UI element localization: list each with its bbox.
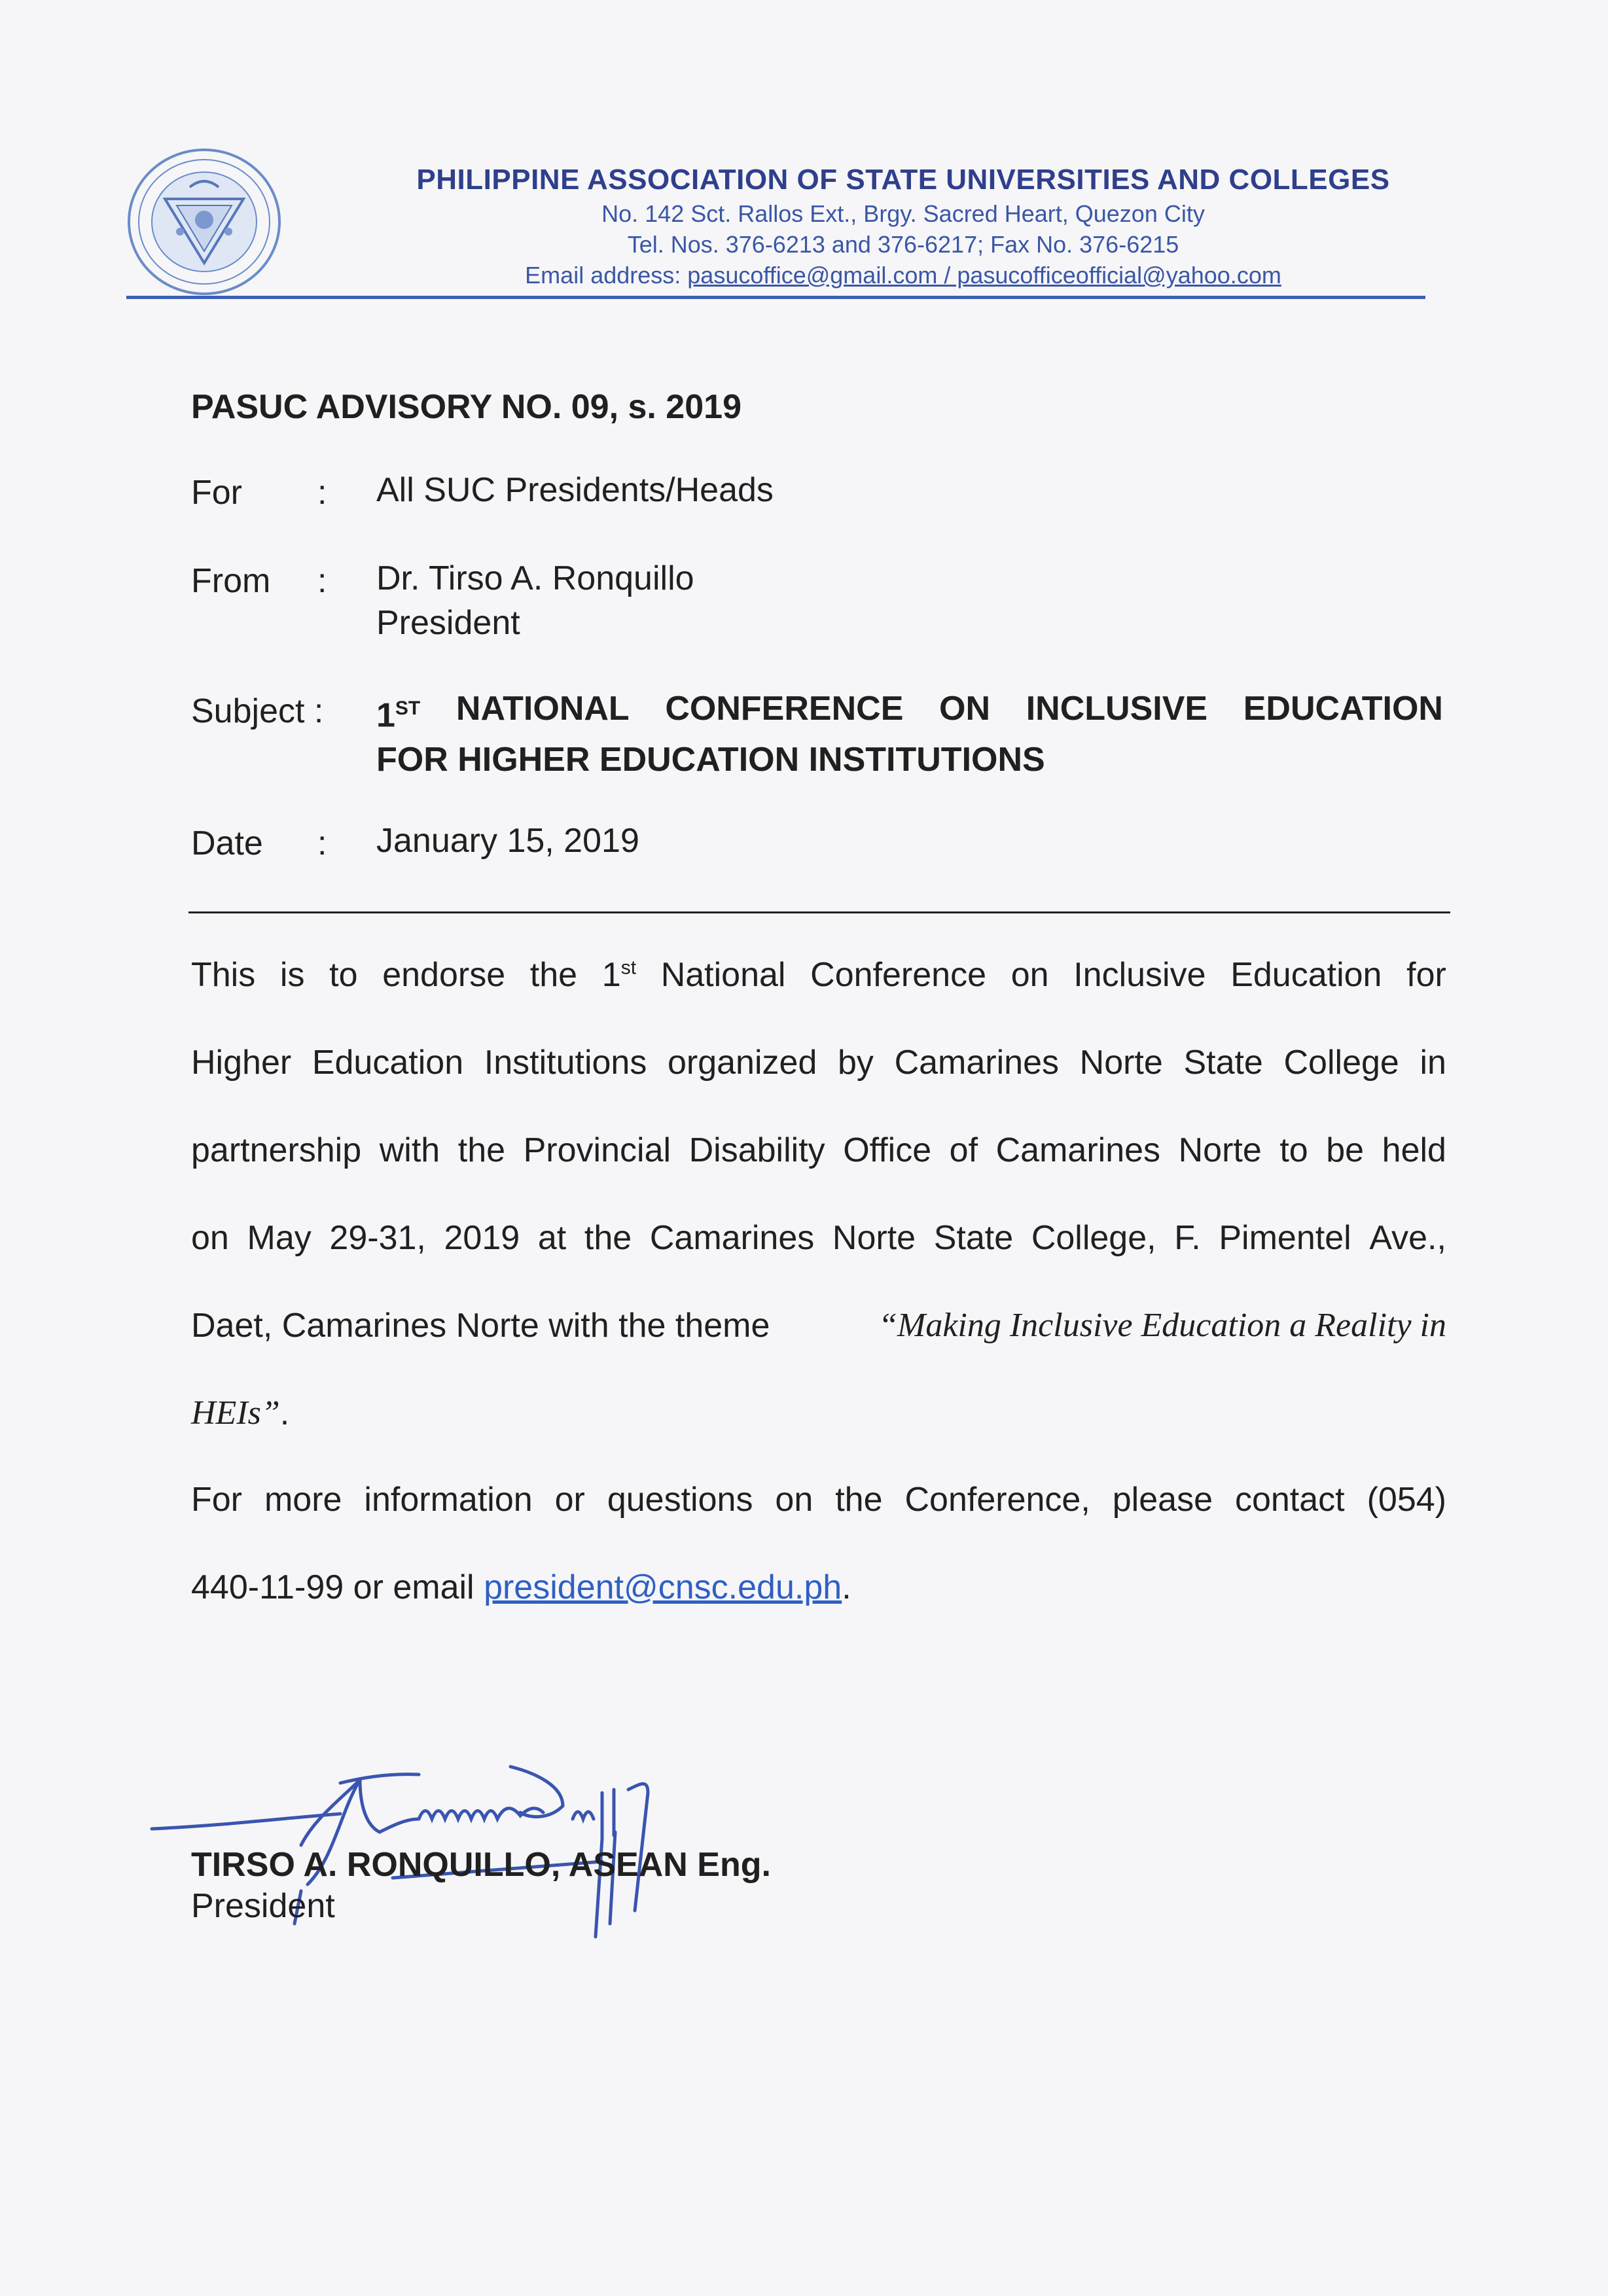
body-word: at: [537, 1219, 567, 1257]
subject-ordinal: 1ST: [376, 696, 421, 735]
subject-word: EDUCATION: [1243, 690, 1443, 728]
for-colon: :: [317, 474, 327, 512]
body-word: Norte: [1079, 1044, 1163, 1082]
body-word: 440-11-99 or email: [191, 1568, 484, 1606]
body-line-1: [191, 955, 1446, 1043]
body-word: is: [279, 956, 305, 994]
body-word: held: [1382, 1131, 1446, 1169]
body-word: Institutions: [484, 1044, 647, 1082]
body-word: Inclusive: [1073, 956, 1206, 994]
theme-text-end: HEIs”: [191, 1394, 280, 1432]
body-word: the: [584, 1219, 632, 1257]
body-word: the: [457, 1131, 506, 1169]
body-word: please: [1112, 1481, 1213, 1519]
date-value: January 15, 2019: [376, 822, 639, 860]
body-word: National: [660, 956, 786, 994]
body-word: State: [933, 1219, 1014, 1257]
body-word: State: [1183, 1044, 1263, 1082]
for-label: For: [191, 474, 242, 512]
body-word: on: [775, 1481, 813, 1519]
date-label: Date: [191, 824, 263, 862]
organization-name: PHILIPPINE ASSOCIATION OF STATE UNIVERSITIES AND COLLEGES: [416, 164, 1390, 196]
body-word: Higher: [191, 1044, 292, 1082]
body-word: Camarines: [649, 1219, 815, 1257]
body-word: contact: [1234, 1481, 1345, 1519]
subject-word: NATIONAL: [456, 690, 630, 728]
body-word: the: [835, 1481, 883, 1519]
signatory-title: President: [191, 1887, 335, 1925]
body-word: Norte: [1178, 1131, 1262, 1169]
from-value: [376, 556, 694, 645]
body-word: F.: [1174, 1219, 1201, 1257]
body-word: For: [191, 1481, 242, 1519]
body-word: the: [529, 956, 578, 994]
email-label: Email address:: [525, 262, 688, 289]
body-word: on: [1010, 956, 1049, 994]
contact-line-1: [191, 1480, 1446, 1568]
from-name: Dr. Tirso A. Ronquillo: [376, 559, 694, 597]
body-word: Norte: [832, 1219, 916, 1257]
body-word: Disability: [688, 1131, 825, 1169]
body-word: 1: [601, 956, 621, 994]
body-word: 2019: [444, 1219, 520, 1257]
organization-address: No. 142 Sct. Rallos Ext., Brgy. Sacred Heart, Quezon City: [601, 200, 1205, 227]
body-word: organized: [667, 1044, 817, 1082]
body-word: Education: [1230, 956, 1382, 994]
body-word: information: [364, 1481, 533, 1519]
body-word: to: [1279, 1131, 1308, 1169]
subject-word: INCLUSIVE: [1026, 690, 1208, 728]
body-word: on: [191, 1219, 229, 1257]
body-word: Camarines: [995, 1131, 1161, 1169]
body-word: with: [379, 1131, 440, 1169]
body-word: This: [191, 956, 256, 994]
ordinal-first: 1st: [601, 956, 637, 994]
body-word: Ave.,: [1369, 1219, 1446, 1257]
body-word: Conference,: [904, 1481, 1090, 1519]
body-word: partnership: [191, 1131, 362, 1169]
body-word: endorse: [382, 956, 506, 994]
subject-line-2: FOR HIGHER EDUCATION INSTITUTIONS: [376, 741, 1045, 779]
body-word: (054): [1367, 1481, 1446, 1519]
body-line-3: [191, 1131, 1446, 1218]
body-line-5: [191, 1306, 1446, 1394]
body-word: College: [1283, 1044, 1399, 1082]
body-word: more: [264, 1481, 342, 1519]
theme-text: “Making Inclusive Education a Reality in: [878, 1307, 1446, 1344]
body-paragraph: [191, 955, 1446, 1481]
date-colon: :: [317, 824, 327, 862]
subject-word: CONFERENCE: [665, 690, 904, 728]
header-divider: [188, 911, 1450, 913]
subject-label: Subject :: [191, 692, 324, 730]
body-word: College,: [1031, 1219, 1156, 1257]
organization-phone: Tel. Nos. 376-6213 and 376-6217; Fax No. 376-6215: [627, 231, 1179, 258]
organization-email-link[interactable]: pasucoffice@gmail.com / pasucofficeofficial@yahoo.com: [687, 262, 1281, 289]
body-word: Office: [843, 1131, 932, 1169]
subject-value: [376, 686, 1443, 782]
advisory-title: PASUC ADVISORY NO. 09, s. 2019: [191, 388, 741, 426]
letterhead-divider: [126, 296, 1425, 299]
body-word: May: [247, 1219, 312, 1257]
subject-word: ON: [939, 690, 991, 728]
body-word: Pimentel: [1219, 1219, 1351, 1257]
body-word: in: [1420, 1044, 1446, 1082]
body-word: to: [329, 956, 358, 994]
signatory-name: TIRSO A. RONQUILLO, ASEAN Eng.: [191, 1846, 771, 1884]
contact-line-2: [191, 1568, 1446, 1655]
body-line-4: [191, 1218, 1446, 1306]
body-word: Conference: [810, 956, 987, 994]
body-word: Education: [312, 1044, 464, 1082]
body-word: .: [842, 1568, 851, 1606]
body-word: 29-31,: [329, 1219, 426, 1257]
body-word: be: [1326, 1131, 1365, 1169]
organization-email-line: [288, 262, 1518, 289]
body-word: Provincial: [523, 1131, 671, 1169]
body-word: by: [838, 1044, 874, 1082]
theme-intro: Daet, Camarines Norte with the theme: [191, 1307, 770, 1345]
subject-line-1: [376, 686, 1443, 737]
for-value: All SUC Presidents/Heads: [376, 471, 774, 509]
body-line-6: [191, 1394, 1446, 1481]
body-word: .: [279, 1394, 290, 1432]
from-title: President: [376, 604, 520, 642]
pasuc-seal-logo: [124, 147, 285, 297]
body-word: of: [949, 1131, 978, 1169]
body-word: Camarines: [894, 1044, 1059, 1082]
from-label: From: [191, 562, 271, 600]
contact-email-link[interactable]: president@cnsc.edu.ph: [484, 1568, 842, 1606]
contact-paragraph: [191, 1480, 1446, 1655]
body-word: questions: [607, 1481, 753, 1519]
from-colon: :: [317, 562, 327, 600]
body-line-2: [191, 1043, 1446, 1131]
body-word: or: [554, 1481, 585, 1519]
body-word: for: [1406, 956, 1446, 994]
